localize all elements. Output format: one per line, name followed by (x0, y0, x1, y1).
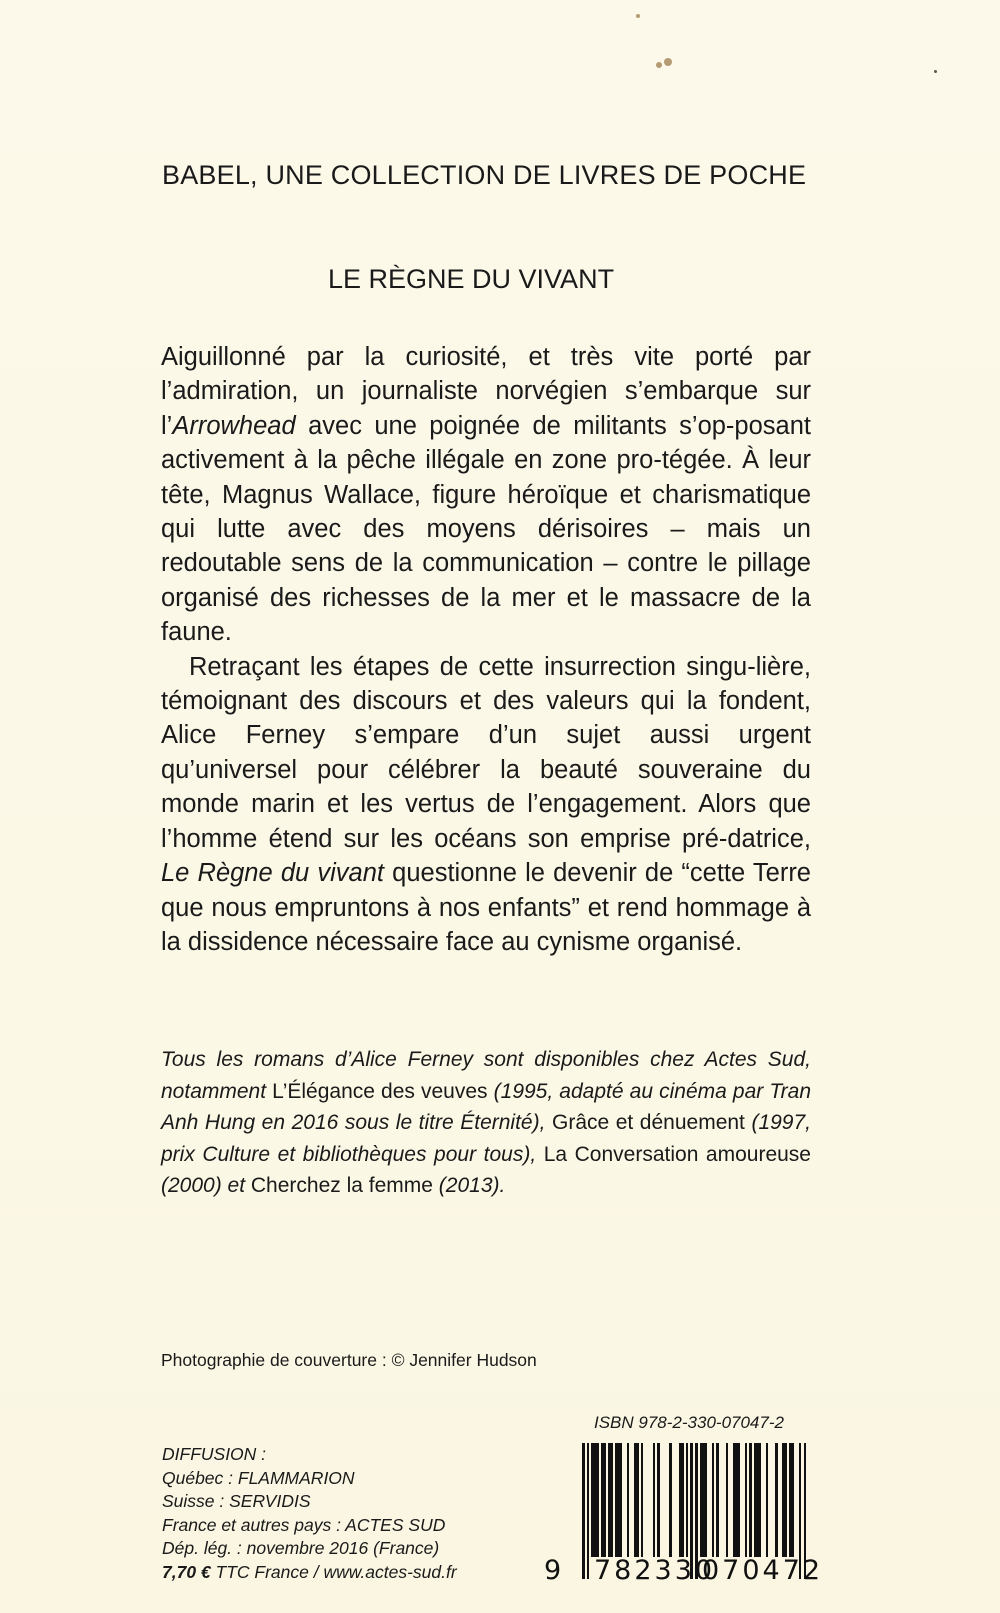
price: 7,70 € (162, 1561, 211, 1582)
barcode-bar (636, 1443, 639, 1557)
barcode-bar (657, 1443, 660, 1557)
book-title-inline: Le Règne du vivant (161, 859, 384, 888)
barcode-bar (775, 1443, 778, 1557)
blurb-text: Aiguillonné par la curiosité, et très vite porté par l’admiration, un journaliste norvégien s’embarque sur l’ (161, 343, 811, 440)
barcode-bar (627, 1443, 630, 1557)
diffusion-heading: DIFFUSION : (162, 1444, 267, 1464)
barcode-right-group: 070472 (702, 1555, 824, 1586)
barcode-bar (745, 1443, 748, 1557)
work-title: La Conversation amoureuse (543, 1142, 811, 1166)
barcode-left-group: 782330 (594, 1555, 716, 1586)
barcode-bar (726, 1443, 729, 1557)
barcode-bar (686, 1443, 689, 1557)
barcode-bar (582, 1443, 585, 1579)
blurb-paragraph-2 (161, 650, 811, 960)
barcode-first-digit: 9 (544, 1555, 565, 1586)
blurb-text: Retraçant les étapes de cette insurrection singu-lière, témoignant des discours et des valeurs qui la fondent, Alice Ferney s’empare d’un sujet aussi urgent qu’universel pour célébrer la beauté souveraine du monde marin et les vertus de l’engagement. Alors que l’homme étend sur les océans son emprise pré-datrice, (161, 652, 811, 853)
barcode-bar (587, 1443, 590, 1579)
barcode-bar (759, 1443, 762, 1557)
book-title: LE RÈGNE DU VIVANT (328, 264, 615, 294)
barcode-bar (669, 1443, 672, 1557)
barcode-bar (766, 1443, 769, 1557)
diffusion-line: Québec : FLAMMARION (162, 1467, 355, 1488)
stain-speck (934, 70, 937, 73)
work-title: Grâce et dénuement (552, 1111, 745, 1135)
barcode-bar (596, 1443, 599, 1557)
ship-name: Arrowhead (172, 411, 296, 440)
barcode-bar (620, 1443, 623, 1557)
blurb-text: questionne le devenir de “cette Terre que nous empruntons à nos enfants” et rend hommage à la dissidence nécessaire face au cynisme organisé. (161, 859, 811, 956)
stain-speck (664, 58, 672, 66)
barcode-bar (610, 1443, 613, 1557)
barcode-bar (653, 1443, 656, 1557)
work-title: Cherchez la femme (250, 1174, 433, 1198)
barcode-bar (749, 1443, 752, 1557)
diffusion-block (162, 1443, 457, 1584)
blurb-paragraph-1 (161, 340, 811, 650)
other-works-text: (1997, prix Culture et bibliothèques pour tous), (161, 1111, 812, 1166)
other-works-text: (2013). (432, 1174, 506, 1198)
barcode-bar (641, 1443, 644, 1557)
barcode (542, 1443, 824, 1598)
legal-deposit: Dép. lég. : novembre 2016 (France) (162, 1538, 440, 1558)
barcode-bar (716, 1443, 719, 1557)
photo-credit: Photographie de couverture : © Jennifer Hudson (161, 1350, 537, 1370)
work-title: L’Élégance des veuves (272, 1079, 488, 1103)
barcode-bar (712, 1443, 715, 1557)
barcode-bar (705, 1443, 708, 1557)
diffusion-line: France et autres pays : ACTES SUD (162, 1514, 446, 1535)
price-line (162, 1561, 457, 1585)
barcode-bar (785, 1443, 788, 1557)
collection-line: BABEL, UNE COLLECTION DE LIVRES DE POCHE (162, 160, 807, 190)
barcode-bar (738, 1443, 741, 1557)
barcode-bar (792, 1443, 795, 1557)
stain-speck (636, 14, 640, 18)
price-suffix: TTC France / www.actes-sud.fr (210, 1561, 457, 1582)
isbn: ISBN 978-2-330-07047-2 (594, 1413, 784, 1432)
stain-speck (656, 62, 662, 68)
other-works (161, 1044, 811, 1202)
blurb-text: avec une poignée de militants s’op-posant activement à la pêche illégale en zone pro-tégée. À leur tête, Magnus Wallace, figure héroïque et charismatique qui lutte avec des moyens dérisoires – mais un redoutable sens de la communication – contre le pillage organisé des richesses de la mer et le massacre de la faune. (161, 411, 811, 647)
other-works-text: (1995, adapté au cinéma par Tran Anh Hung en 2016 sous le titre Éternité), (161, 1079, 812, 1135)
blurb (161, 340, 811, 959)
barcode-bar (603, 1443, 606, 1557)
barcode-bar (681, 1443, 684, 1557)
other-works-text: Tous les romans d’Alice Ferney sont disponibles chez Actes Sud, notamment (161, 1048, 811, 1103)
diffusion-line: Suisse : SERVIDIS (162, 1491, 311, 1511)
other-works-text: (2000) et (161, 1174, 251, 1198)
